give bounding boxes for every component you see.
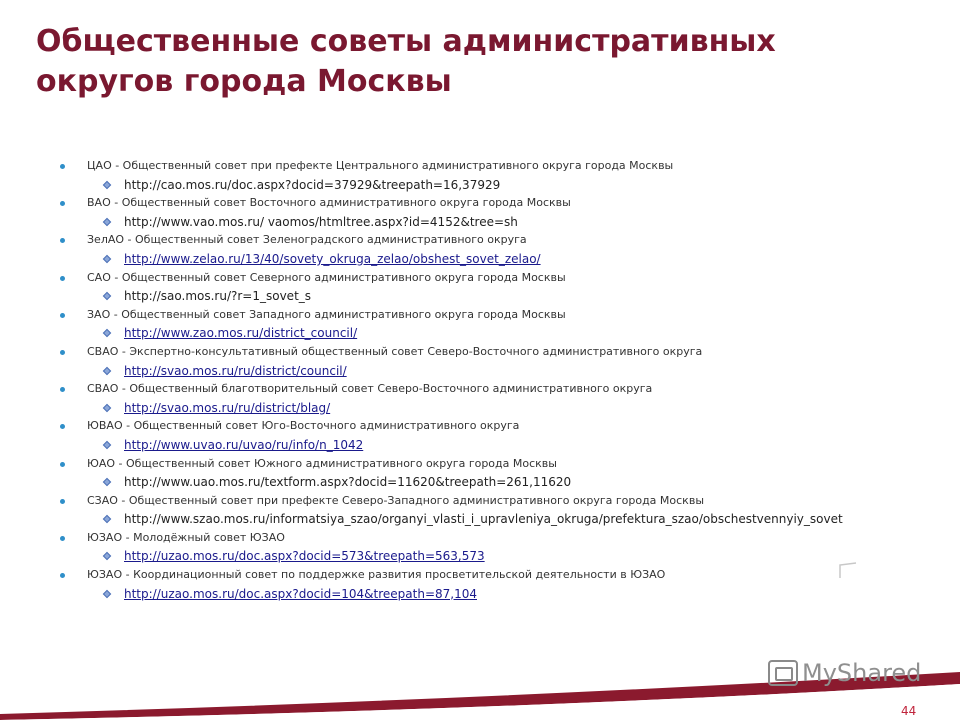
url-link[interactable]: http://www.zelao.ru/13/40/sovety_okruga_zelao/obshest_sovet_zelao/ bbox=[124, 251, 541, 266]
logo-text: MyShared bbox=[802, 659, 922, 687]
item-text: ВАО - Общественный совет Восточного административного округа города Москвы bbox=[87, 196, 571, 210]
list-subitem bbox=[0, 213, 960, 232]
item-text: СВАО - Экспертно-консультативный общественный совет Северо-Восточного административного округа bbox=[87, 344, 703, 358]
list-item bbox=[0, 492, 960, 511]
item-text: ЮЗАО - Молодёжный совет ЮЗАО bbox=[87, 530, 285, 544]
bullet-icon bbox=[60, 462, 65, 467]
list-item bbox=[0, 343, 960, 362]
list-subitem bbox=[0, 399, 960, 418]
diamond-bullet-icon bbox=[103, 403, 111, 411]
url-link[interactable]: http://www.zao.mos.ru/district_council/ bbox=[124, 326, 358, 341]
diamond-bullet-icon bbox=[103, 366, 111, 374]
diamond-bullet-icon bbox=[103, 255, 111, 263]
corner-bracket-icon bbox=[838, 562, 858, 578]
url-link[interactable]: http://uzao.mos.ru/doc.aspx?docid=573&treepath=563,573 bbox=[124, 549, 485, 564]
diamond-bullet-icon bbox=[103, 441, 111, 449]
url-text: http://sao.mos.ru/?r=1_sovet_s bbox=[124, 289, 312, 304]
slide-title bbox=[36, 22, 916, 102]
list-subitem bbox=[0, 287, 960, 306]
bullet-icon bbox=[60, 424, 65, 429]
url-text: http://cao.mos.ru/doc.aspx?docid=37929&treepath=16,37929 bbox=[124, 177, 501, 192]
bullet-icon bbox=[60, 536, 65, 541]
list-item bbox=[0, 157, 960, 176]
url-link[interactable]: http://svao.mos.ru/ru/district/council/ bbox=[124, 363, 347, 378]
url-text: http://www.uao.mos.ru/textform.aspx?docid=11620&treepath=261,11620 bbox=[124, 475, 572, 490]
bullet-icon bbox=[60, 313, 65, 318]
item-text: СВАО - Общественный благотворительный совет Северо-Восточного административного округа bbox=[87, 382, 653, 396]
bullet-icon bbox=[60, 499, 65, 504]
list-subitem bbox=[0, 585, 960, 604]
slide-title-line2: округов города Москвы bbox=[36, 64, 452, 99]
diamond-bullet-icon bbox=[103, 180, 111, 188]
diamond-bullet-icon bbox=[103, 552, 111, 560]
list-subitem bbox=[0, 436, 960, 455]
list-subitem bbox=[0, 547, 960, 566]
list-subitem bbox=[0, 250, 960, 269]
list-item bbox=[0, 417, 960, 436]
list-item bbox=[0, 566, 960, 585]
bullet-icon bbox=[60, 276, 65, 281]
list-item bbox=[0, 455, 960, 474]
bullet-icon bbox=[60, 164, 65, 169]
slide-title-line1: Общественные советы административных bbox=[36, 24, 776, 59]
diamond-bullet-icon bbox=[103, 478, 111, 486]
diamond-bullet-icon bbox=[103, 292, 111, 300]
page-number: 44 bbox=[901, 704, 917, 718]
list-subitem bbox=[0, 510, 960, 529]
url-text: http://www.vao.mos.ru/ vaomos/htmltree.aspx?id=4152&tree=sh bbox=[124, 214, 518, 229]
list-item bbox=[0, 269, 960, 288]
item-text: ЮАО - Общественный совет Южного административного округа города Москвы bbox=[87, 456, 557, 470]
bullet-icon bbox=[60, 387, 65, 392]
bullet-icon bbox=[60, 201, 65, 206]
council-list bbox=[0, 157, 960, 603]
list-subitem bbox=[0, 362, 960, 381]
diamond-bullet-icon bbox=[103, 515, 111, 523]
list-subitem bbox=[0, 176, 960, 195]
list-item bbox=[0, 194, 960, 213]
list-subitem bbox=[0, 473, 960, 492]
url-link[interactable]: http://uzao.mos.ru/doc.aspx?docid=104&treepath=87,104 bbox=[124, 586, 477, 601]
item-text: САО - Общественный совет Северного административного округа города Москвы bbox=[87, 270, 566, 284]
diamond-bullet-icon bbox=[103, 218, 111, 226]
item-text: ЗАО - Общественный совет Западного административного округа города Москвы bbox=[87, 307, 566, 321]
url-link[interactable]: http://www.uvao.ru/uvao/ru/info/n_1042 bbox=[124, 437, 364, 452]
bullet-icon bbox=[60, 350, 65, 355]
list-item bbox=[0, 231, 960, 250]
list-item bbox=[0, 380, 960, 399]
bullet-icon bbox=[60, 573, 65, 578]
item-text: СЗАО - Общественный совет при префекте Северо-Западного административного округа города Москвы bbox=[87, 493, 704, 507]
item-text: ЗелАО - Общественный совет Зеленоградского административного округа bbox=[87, 233, 527, 247]
diamond-bullet-icon bbox=[103, 589, 111, 597]
url-link[interactable]: http://svao.mos.ru/ru/district/blag/ bbox=[124, 400, 331, 415]
myshared-logo bbox=[768, 656, 921, 690]
item-text: ЦАО - Общественный совет при префекте Центрального административного округа города Москвы bbox=[87, 159, 674, 172]
bullet-icon bbox=[60, 238, 65, 243]
diamond-bullet-icon bbox=[103, 329, 111, 337]
monitor-icon bbox=[768, 660, 798, 686]
list-item bbox=[0, 306, 960, 325]
list-subitem bbox=[0, 324, 960, 343]
item-text: ЮЗАО - Координационный совет по поддержке развития просветительской деятельности в ЮЗАО bbox=[87, 568, 666, 582]
item-text: ЮВАО - Общественный совет Юго-Восточного административного округа bbox=[87, 419, 520, 433]
url-text: http://www.szao.mos.ru/informatsiya_szao/organyi_vlasti_i_upravleniya_okruga/prefektura_szao/obschestvennyiy_sovet bbox=[124, 512, 843, 527]
list-item bbox=[0, 529, 960, 548]
